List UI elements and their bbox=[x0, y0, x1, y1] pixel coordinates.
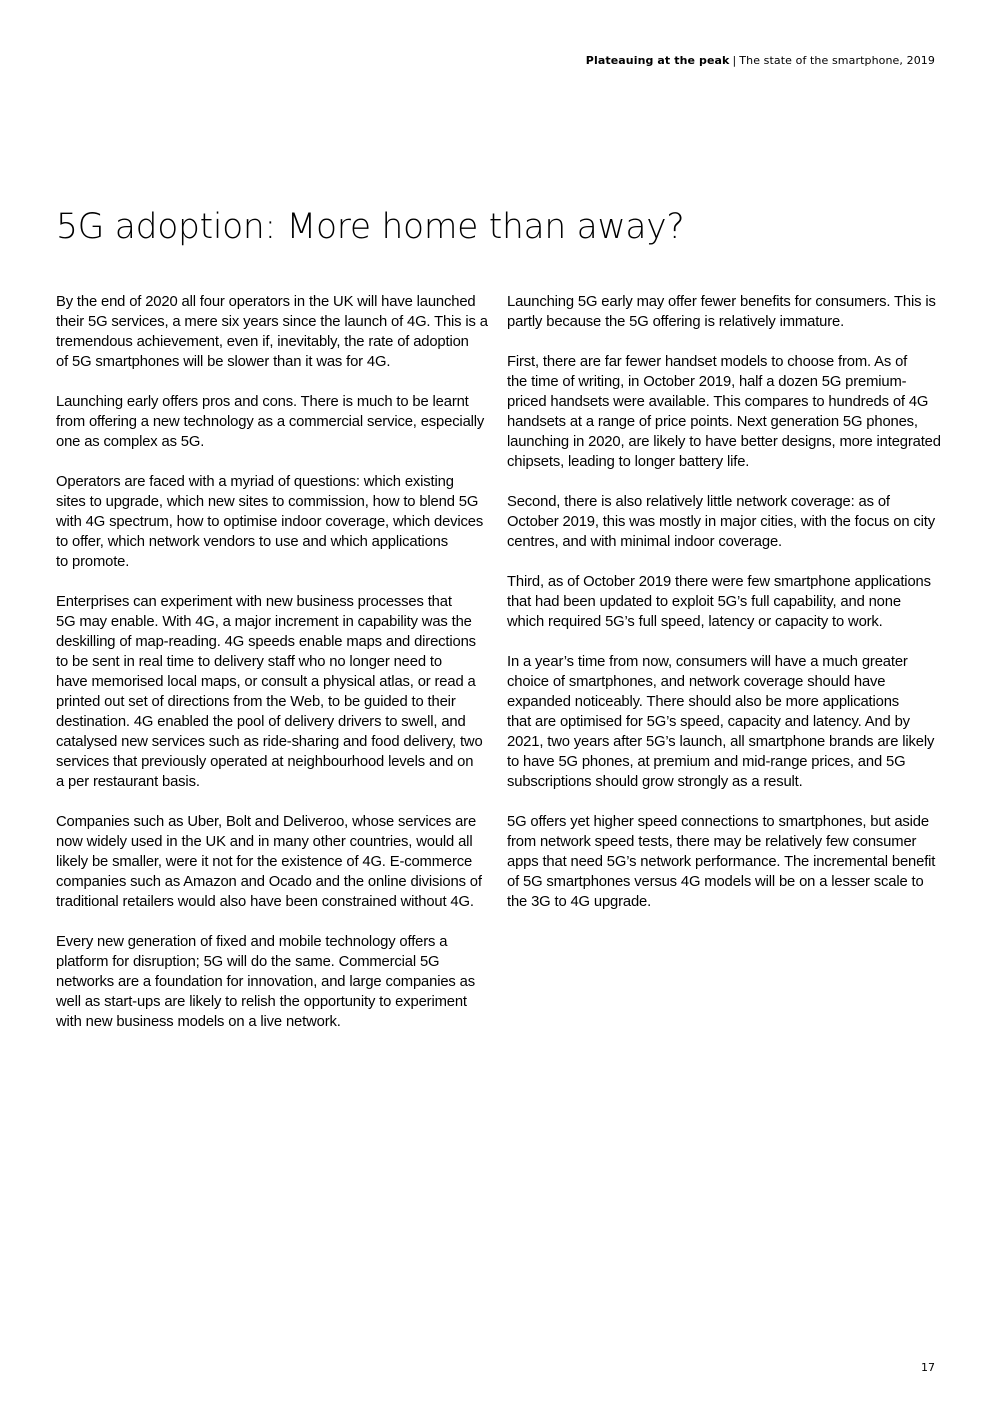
text-line: subscriptions should grow strongly as a result. bbox=[507, 774, 803, 790]
text-line: catalysed new services such as ride-sharing and food delivery, two bbox=[56, 734, 483, 750]
text-line: 5G may enable. With 4G, a major increment in capability was the bbox=[56, 614, 472, 630]
text-line: launching in 2020, are likely to have better designs, more integrated bbox=[507, 434, 941, 450]
page-number: 17 bbox=[921, 1361, 935, 1374]
text-line: now widely used in the UK and in many other countries, would all bbox=[56, 834, 473, 850]
text-line: that had been updated to exploit 5G’s full capability, and none bbox=[507, 594, 901, 610]
body-paragraph bbox=[56, 812, 488, 912]
text-line: to be sent in real time to delivery staff who no longer need to bbox=[56, 654, 442, 670]
text-line: priced handsets were available. This compares to hundreds of 4G bbox=[507, 394, 929, 410]
page-title: 5G adoption: More home than away? bbox=[56, 207, 685, 247]
text-line: to promote. bbox=[56, 554, 130, 570]
text-line: the time of writing, in October 2019, half a dozen 5G premium- bbox=[507, 374, 907, 390]
text-line: handsets at a range of price points. Next generation 5G phones, bbox=[507, 414, 918, 430]
text-line: deskilling of map-reading. 4G speeds enable maps and directions bbox=[56, 634, 476, 650]
text-line: from offering a new technology as a commercial service, especially bbox=[56, 414, 485, 430]
text-line: of 5G smartphones will be slower than it was for 4G. bbox=[56, 354, 391, 370]
text-line: Operators are faced with a myriad of questions: which existing bbox=[56, 474, 454, 490]
text-line: with 4G spectrum, how to optimise indoor coverage, which devices bbox=[56, 514, 484, 530]
text-line: networks are a foundation for innovation, and large companies as bbox=[56, 974, 475, 990]
text-line: Third, as of October 2019 there were few smartphone applications bbox=[507, 574, 931, 590]
text-line: apps that need 5G’s network performance. The incremental benefit bbox=[507, 854, 936, 870]
body-paragraph bbox=[56, 292, 488, 372]
text-line: well as start-ups are likely to relish the opportunity to experiment bbox=[56, 994, 467, 1010]
body-paragraph bbox=[56, 932, 488, 1032]
text-line: October 2019, this was mostly in major cities, with the focus on city bbox=[507, 514, 935, 530]
text-line: likely be smaller, were it not for the existence of 4G. E-commerce bbox=[56, 854, 473, 870]
body-paragraph bbox=[507, 572, 947, 632]
text-line: Launching early offers pros and cons. There is much to be learnt bbox=[56, 394, 469, 410]
text-line: Second, there is also relatively little network coverage: as of bbox=[507, 494, 890, 510]
text-line: centres, and with minimal indoor coverage. bbox=[507, 534, 782, 550]
body-paragraph bbox=[507, 352, 947, 472]
text-line: sites to upgrade, which new sites to commission, how to blend 5G bbox=[56, 494, 479, 510]
text-line: destination. 4G enabled the pool of delivery drivers to swell, and bbox=[56, 714, 466, 730]
text-line: companies such as Amazon and Ocado and the online divisions of bbox=[56, 874, 482, 890]
body-paragraph bbox=[56, 592, 488, 792]
text-line: Launching 5G early may offer fewer benefits for consumers. This is bbox=[507, 294, 936, 310]
left-column bbox=[56, 292, 488, 1052]
text-line: Enterprises can experiment with new business processes that bbox=[56, 594, 452, 610]
text-line: 5G offers yet higher speed connections to smartphones, but aside bbox=[507, 814, 929, 830]
text-line: that are optimised for 5G’s speed, capacity and latency. And by bbox=[507, 714, 910, 730]
text-line: platform for disruption; 5G will do the same. Commercial 5G bbox=[56, 954, 440, 970]
text-line: expanded noticeably. There should also be more applications bbox=[507, 694, 900, 710]
text-line: First, there are far fewer handset models to choose from. As of bbox=[507, 354, 908, 370]
body-paragraph bbox=[56, 392, 488, 452]
text-line: In a year’s time from now, consumers will have a much greater bbox=[507, 654, 908, 670]
text-line: one as complex as 5G. bbox=[56, 434, 205, 450]
text-line: choice of smartphones, and network coverage should have bbox=[507, 674, 886, 690]
text-line: their 5G services, a mere six years since the launch of 4G. This is a bbox=[56, 314, 488, 330]
text-line: of 5G smartphones versus 4G models will be on a lesser scale to bbox=[507, 874, 924, 890]
text-line: services that previously operated at neighbourhood levels and on bbox=[56, 754, 474, 770]
text-line: chipsets, leading to longer battery life. bbox=[507, 454, 750, 470]
text-line: 2021, two years after 5G’s launch, all smartphone brands are likely bbox=[507, 734, 935, 750]
text-line: By the end of 2020 all four operators in the UK will have launched bbox=[56, 294, 476, 310]
header-separator: | bbox=[732, 54, 737, 67]
right-column bbox=[507, 292, 947, 932]
body-paragraph bbox=[507, 812, 947, 912]
text-line: Companies such as Uber, Bolt and Deliveroo, whose services are bbox=[56, 814, 477, 830]
text-line: printed out set of directions from the Web, to be guided to their bbox=[56, 694, 456, 710]
text-line: Every new generation of fixed and mobile technology offers a bbox=[56, 934, 448, 950]
text-line: from network speed tests, there may be relatively few consumer bbox=[507, 834, 917, 850]
text-line: have memorised local maps, or consult a physical atlas, or read a bbox=[56, 674, 476, 690]
running-header bbox=[586, 54, 935, 67]
text-line: with new business models on a live network. bbox=[56, 1014, 341, 1030]
text-line: to offer, which network vendors to use and which applications bbox=[56, 534, 448, 550]
text-line: a per restaurant basis. bbox=[56, 774, 200, 790]
body-paragraph bbox=[507, 492, 947, 552]
text-line: traditional retailers would also have been constrained without 4G. bbox=[56, 894, 474, 910]
text-line: which required 5G’s full speed, latency or capacity to work. bbox=[507, 614, 883, 630]
text-line: partly because the 5G offering is relatively immature. bbox=[507, 314, 845, 330]
text-line: the 3G to 4G upgrade. bbox=[507, 894, 652, 910]
body-paragraph bbox=[507, 292, 947, 332]
body-paragraph bbox=[56, 472, 488, 572]
body-paragraph bbox=[507, 652, 947, 792]
section-name: Plateauing at the peak bbox=[585, 54, 730, 67]
text-line: tremendous achievement, even if, inevitably, the rate of adoption bbox=[56, 334, 469, 350]
publication-title: The state of the smartphone, 2019 bbox=[739, 54, 935, 67]
text-line: to have 5G phones, at premium and mid-range prices, and 5G bbox=[507, 754, 906, 770]
